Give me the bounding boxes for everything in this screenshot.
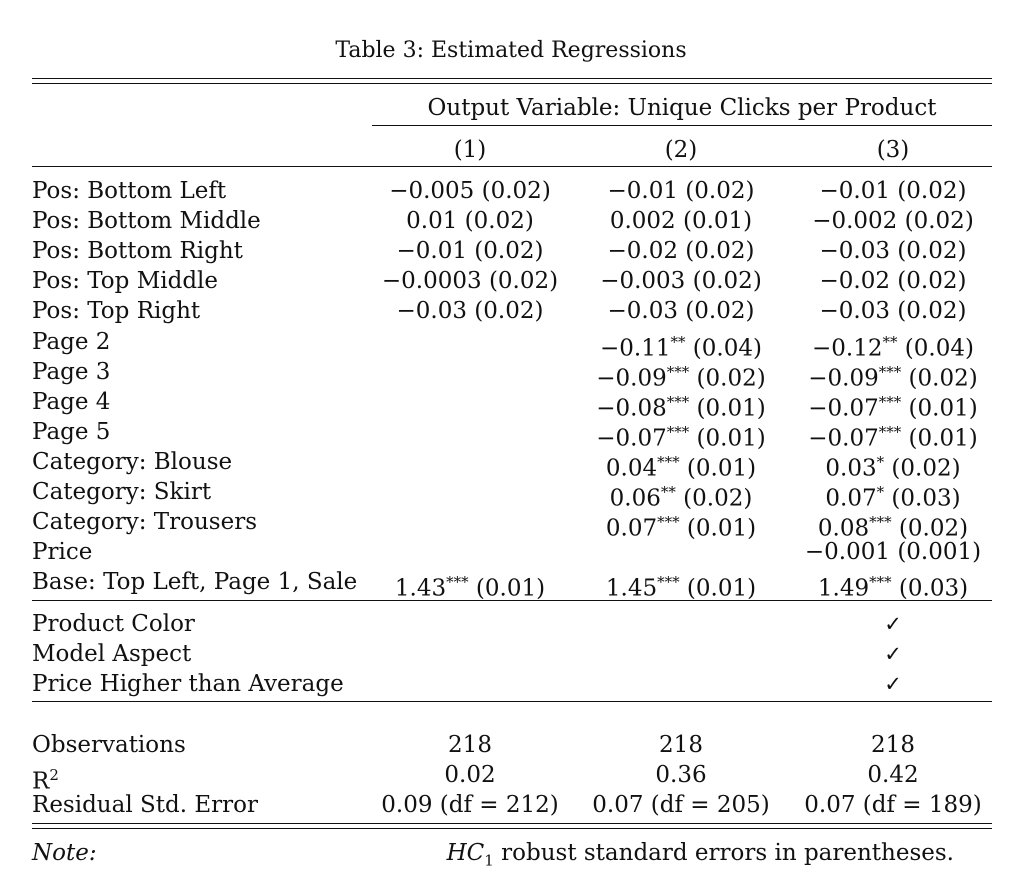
control-value-col3	[783, 609, 1003, 639]
coef-value-col1: 1.43*** (0.01)	[394, 573, 546, 602]
stat-value-col1: 218	[448, 732, 492, 758]
coef-label: Category: Trousers	[32, 509, 257, 536]
coef-value-col2: 0.002 (0.01)	[609, 208, 753, 235]
stat-label: Residual Std. Error	[32, 792, 258, 818]
stat-value-col3: 0.42	[867, 762, 919, 788]
coef-value-col3: −0.09*** (0.02)	[808, 362, 978, 392]
coef-value-col3: −0.002 (0.02)	[812, 208, 974, 235]
coef-value-col3: −0.01 (0.02)	[819, 178, 967, 204]
stat-value-col1: 0.09 (df = 212)	[381, 792, 559, 818]
coef-value-col3: 1.49*** (0.03)	[817, 573, 969, 602]
column-header-2: (2)	[664, 137, 698, 163]
coef-row	[32, 206, 992, 236]
coef-value-col3: −0.03 (0.02)	[819, 238, 967, 265]
stat-row	[32, 760, 992, 795]
coef-row	[32, 387, 992, 422]
coef-label: Page 2	[32, 328, 111, 355]
coef-label: Category: Blouse	[32, 448, 233, 475]
stat-row	[32, 790, 992, 820]
check-icon: ✓	[884, 672, 902, 697]
top-rule-1	[32, 78, 992, 79]
coef-label: Base: Top Left, Page 1, Sale	[32, 569, 358, 596]
note-hc-sub: 1	[484, 851, 494, 870]
control-row	[32, 609, 992, 639]
coef-value-col2: −0.02 (0.02)	[607, 238, 755, 265]
control-label: Price Higher than Average	[32, 671, 344, 698]
controls-bottom-rule	[32, 701, 992, 702]
coef-row	[32, 266, 992, 296]
control-value-col3	[783, 669, 1003, 699]
coef-label: Page 5	[32, 418, 111, 445]
coef-value-col3: −0.12** (0.04)	[812, 332, 974, 362]
control-row	[32, 639, 992, 669]
coef-row	[32, 567, 992, 602]
note-label: Note:	[32, 840, 97, 866]
coef-value-col2: −0.003 (0.02)	[600, 268, 762, 295]
coef-value-col2: −0.11** (0.04)	[600, 332, 762, 362]
coef-value-col1: −0.005 (0.02)	[389, 178, 551, 204]
coef-value-col3: −0.03 (0.02)	[819, 298, 967, 325]
coef-value-col3: 0.08*** (0.02)	[817, 513, 969, 542]
output-variable-underline	[372, 125, 992, 126]
coef-value-col3: 0.07* (0.03)	[825, 483, 961, 512]
coef-label: Pos: Bottom Right	[32, 238, 243, 265]
stat-value-col3: 0.07 (df = 189)	[804, 792, 982, 818]
stat-value-col1: 0.02	[444, 762, 496, 788]
coef-label: Page 3	[32, 358, 111, 385]
coef-value-col1: −0.01 (0.02)	[396, 238, 544, 265]
table-caption: Table 3: Estimated Regressions	[335, 38, 687, 63]
coef-value-col1: −0.0003 (0.02)	[381, 268, 559, 295]
coef-label: Pos: Top Middle	[32, 268, 219, 295]
coef-value-col2: 0.07*** (0.01)	[605, 513, 757, 542]
control-row	[32, 669, 992, 699]
check-icon: ✓	[884, 612, 902, 636]
coef-row	[32, 236, 992, 266]
coef-value-col3: −0.02 (0.02)	[819, 268, 967, 295]
coef-row	[32, 327, 992, 362]
coef-value-col2: −0.07*** (0.01)	[596, 422, 766, 452]
coef-value-col2: −0.03 (0.02)	[607, 298, 755, 325]
stat-row	[32, 730, 992, 760]
coef-label: Category: Skirt	[32, 479, 212, 505]
coef-row	[32, 176, 992, 206]
control-label: Model Aspect	[32, 641, 192, 668]
note-text	[447, 838, 954, 876]
stat-value-col3: 218	[871, 732, 915, 758]
coef-value-col1: 0.01 (0.02)	[406, 208, 534, 235]
coef-bottom-rule	[32, 600, 992, 601]
coef-value-col2: 0.04*** (0.01)	[605, 452, 757, 482]
bottom-rule-1	[32, 823, 992, 824]
note-suffix: robust standard errors in parentheses.	[493, 840, 954, 866]
coef-label: Price	[32, 539, 93, 566]
stat-label: $R^2$	[32, 766, 59, 795]
coef-label: Page 4	[32, 388, 111, 415]
stat-value-col2: 0.07 (df = 205)	[592, 792, 770, 818]
coef-row	[32, 357, 992, 392]
coef-label: Pos: Bottom Middle	[32, 208, 261, 235]
coef-row	[32, 537, 992, 567]
coef-value-col2: 1.45*** (0.01)	[605, 573, 757, 602]
control-value-col3	[783, 639, 1003, 669]
coef-row	[32, 507, 992, 542]
stat-value-col2: 0.36	[655, 762, 707, 788]
column-header-1: (1)	[453, 137, 487, 163]
coef-row	[32, 417, 992, 452]
coef-value-col2: 0.06** (0.02)	[609, 483, 753, 512]
coef-row	[32, 477, 992, 512]
control-label: Product Color	[32, 611, 195, 637]
coef-label: Pos: Bottom Left	[32, 178, 227, 204]
coef-value-col2: −0.09*** (0.02)	[596, 362, 766, 392]
coef-value-col2: −0.01 (0.02)	[607, 178, 755, 204]
coef-value-col3: −0.07*** (0.01)	[808, 392, 978, 422]
output-variable-header: Output Variable: Unique Clicks per Product	[427, 95, 937, 121]
coef-value-col2: −0.08*** (0.01)	[596, 392, 766, 422]
coef-value-col3: 0.03* (0.02)	[825, 452, 961, 482]
stat-label: Observations	[32, 732, 186, 758]
top-rule-2	[32, 83, 992, 84]
column-header-3: (3)	[876, 137, 910, 163]
bottom-rule-2	[32, 828, 992, 829]
coef-row	[32, 296, 992, 326]
coef-value-col3: −0.07*** (0.01)	[808, 422, 978, 452]
coef-label: Pos: Top Right	[32, 298, 201, 325]
check-icon: ✓	[884, 642, 902, 667]
coef-value-col3: −0.001 (0.001)	[804, 539, 982, 566]
note-hc: HC	[446, 840, 485, 866]
header-bottom-rule	[32, 166, 992, 167]
stat-value-col2: 218	[659, 732, 703, 758]
coef-row	[32, 447, 992, 482]
coef-value-col1: −0.03 (0.02)	[396, 298, 544, 325]
